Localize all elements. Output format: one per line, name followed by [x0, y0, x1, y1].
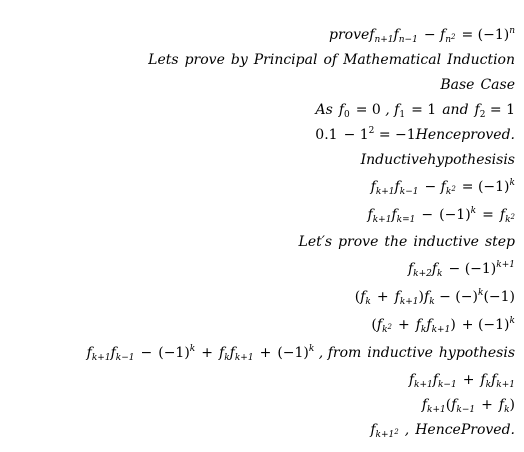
step-line-3: $(f_{k^2} + f_kf_{k+1}) + (-1)^k$ — [371, 316, 515, 335]
base-case-heading: Base Case — [440, 77, 515, 93]
step-line-5: $f_{k+1}f_{k-1} + f_kf_{k+1}$ — [408, 372, 515, 390]
base-case-values: As $f_0 = 0$ , $f_1 = 1$ and $f_2 = 1$ — [315, 102, 515, 120]
conclusion-line: $f_{k+1^2}$ , HenceProved. — [370, 422, 515, 440]
step-line-6: $f_{k+1}(f_{k-1} + f_k)$ — [421, 397, 515, 415]
step-line-1: $f_{k+2}f_k - (-1)^{k+1}$ — [407, 260, 515, 279]
induction-method-line: Lets prove by Principal of Mathematical Induction — [148, 52, 515, 68]
inductive-step-heading: Let′s prove the inductive step — [298, 234, 515, 250]
base-case-check: $0.1 - 1^2$ = −1Henceproved. — [315, 126, 515, 143]
hypothesis-rearranged: $f_{k+1}f_{k=1} - (-1)^k = f_{k^2}$ — [367, 206, 515, 225]
inductive-hypothesis-heading: Inductivehypothesisis — [360, 152, 515, 168]
inductive-hypothesis-equation: $f_{k+1}f_{k-1} - f_{k^2} = (-1)^k$ — [370, 178, 515, 197]
proof-statement: $provef_{n+1}f_{n-1} - f_{n^2} = (-1)^n$ — [329, 26, 515, 45]
step-line-2: $(f_k + f_{k+1})f_k - (-)^k(-1)$ — [354, 288, 515, 307]
step-line-4: $f_{k+1}f_{k-1} - (-1)^k + f_kf_{k+1} + (-1)^k$ , from inductive hypothesis — [86, 344, 515, 363]
